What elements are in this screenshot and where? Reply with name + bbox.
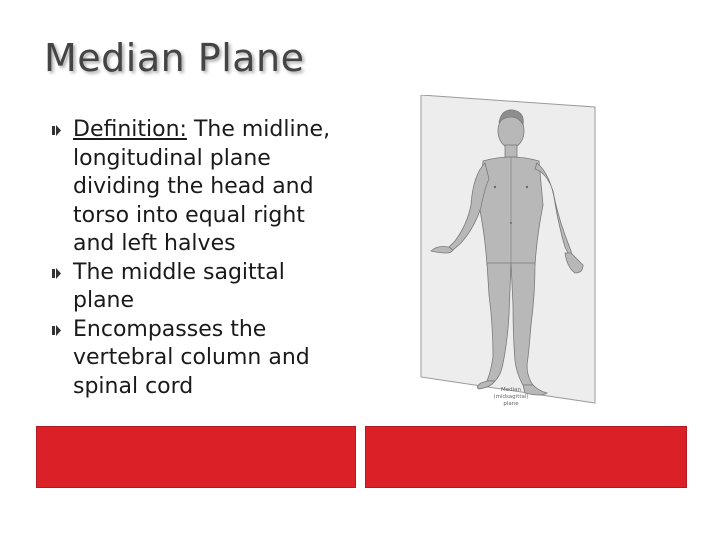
red-panel-right xyxy=(365,426,687,488)
figure-caption-line3: plane xyxy=(503,401,519,407)
median-plane-figure xyxy=(415,95,600,410)
bullet-item-sagittal xyxy=(52,259,352,316)
bullet-text: Encompasses the vertebral column and spinal cord xyxy=(73,316,310,399)
figure-caption-line2: (midsagittal) xyxy=(493,394,529,400)
bullet-list xyxy=(52,116,352,401)
bullet-item-encompasses xyxy=(52,316,352,402)
bullet-text: The middle sagittal plane xyxy=(73,259,285,313)
red-panel-left xyxy=(36,426,356,488)
figure-caption-line1: Median xyxy=(500,387,522,393)
bullet-icon xyxy=(52,268,61,279)
bullet-icon xyxy=(52,125,61,136)
bullet-icon xyxy=(52,325,61,336)
definition-label: Definition: xyxy=(73,117,187,142)
bullet-text: The midline, longitudinal plane dividing the head and torso into equal right and left halves xyxy=(73,117,331,256)
slide-title: Median Plane xyxy=(44,36,305,80)
bullet-item-definition xyxy=(52,116,352,259)
